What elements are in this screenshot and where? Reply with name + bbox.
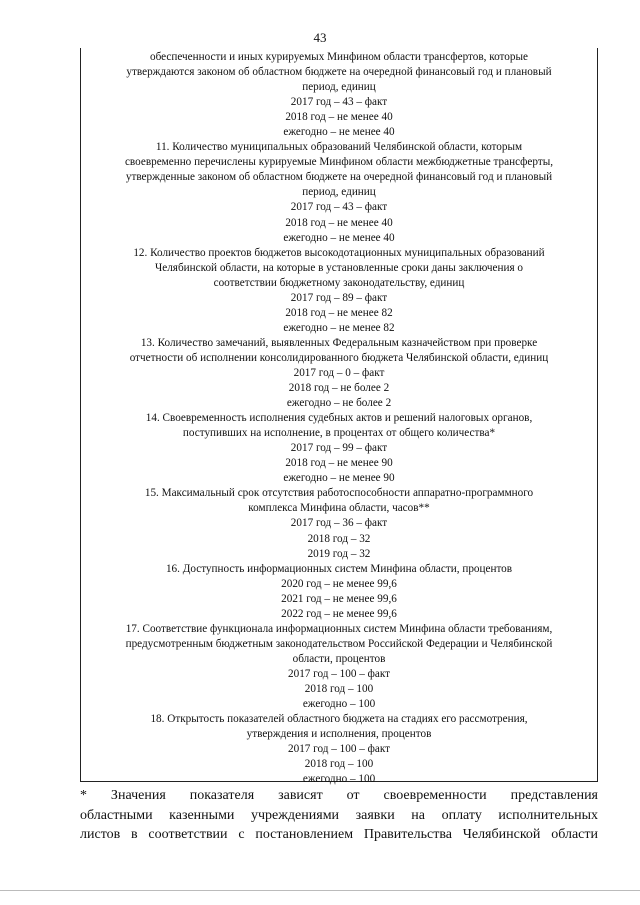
indicator-value-line: 2018 год – 32: [307, 532, 371, 545]
indicator-value-line: 2020 год – не менее 99,6: [281, 577, 397, 590]
value-line: 2017 год – 43 – факт: [290, 96, 388, 109]
indicator-value-line: 2019 год – 32: [307, 547, 371, 560]
indicator-value-line: ежегодно – не менее 40: [283, 231, 395, 244]
indicator-title-line: Челябинской области, на которые в установленные сроки даны заключения о: [154, 261, 524, 274]
indicator-title-line: комплекса Минфина области, часов**: [248, 502, 430, 515]
indicator-list: [85, 140, 593, 787]
indicator-value-line: 2017 год – 100 – факт: [288, 743, 390, 756]
footnote-line: областными казенными учреждениями заявки на оплату исполнительных: [80, 807, 598, 823]
indicator-value-line: ежегодно – не более 2: [286, 397, 392, 410]
scan-edge-divider: [0, 890, 640, 891]
indicator-title-line: соответствии бюджетному законодательству, единиц: [213, 276, 465, 289]
text-line: утверждаются законом об областном бюджете на очередной финансовый год и плановый: [126, 66, 552, 79]
indicator-value-line: 2018 год – не менее 82: [285, 306, 393, 319]
text-line: период, единиц: [302, 81, 376, 94]
indicator-value-line: 2018 год – 100: [304, 682, 374, 695]
indicator-title-line: 13. Количество замечаний, выявленных Федеральным казначейством при проверке: [140, 336, 538, 349]
indicator-title-line: 17. Соответствие функционала информационных систем Минфина области требованиям,: [125, 622, 553, 635]
indicator-value-line: 2018 год – 100: [304, 758, 374, 771]
indicator-11: [85, 140, 593, 245]
indicator-18: [85, 712, 593, 787]
top-block: [85, 50, 593, 140]
indicator-value-line: 2017 год – 100 – факт: [288, 667, 390, 680]
indicator-14: [85, 411, 593, 486]
indicator-16: [85, 562, 593, 622]
indicator-value-line: 2017 год – 36 – факт: [290, 517, 388, 530]
indicator-value-line: 2018 год – не менее 90: [285, 457, 393, 470]
indicator-title-line: области, процентов: [292, 652, 386, 665]
indicator-17: [85, 622, 593, 712]
value-line: ежегодно – не менее 40: [283, 126, 395, 139]
indicator-title-line: 11. Количество муниципальных образований Челябинской области, которым: [155, 141, 523, 154]
indicator-value-line: 2021 год – не менее 99,6: [281, 592, 397, 605]
indicator-title-line: своевременно перечислены курируемые Минфином области межбюджетные трансферты,: [124, 156, 554, 169]
indicator-title-line: предусмотренным бюджетным законодательством Российской Федерации и Челябинской: [125, 637, 553, 650]
indicator-value-line: ежегодно – 100: [302, 773, 376, 786]
indicator-value-line: 2017 год – 43 – факт: [290, 201, 388, 214]
indicator-title-line: 15. Максимальный срок отсутствия работоспособности аппаратно-программного: [144, 487, 534, 500]
footnote-line: * Значения показателя зависят от своевременности представления: [80, 788, 598, 803]
indicators-table: [80, 48, 598, 786]
footnote-line: листов в соответствии с постановлением Правительства Челябинской области: [80, 827, 598, 842]
text-line: обеспеченности и иных курируемых Минфином области трансфертов, которые: [150, 51, 528, 63]
indicator-value-line: ежегодно – 100: [302, 698, 376, 711]
indicator-12: [85, 246, 593, 336]
indicator-title-line: отчетности об исполнении консолидированного бюджета Челябинской области, единиц: [129, 351, 549, 364]
indicator-title-line: 12. Количество проектов бюджетов высокодотационных муниципальных образований: [133, 246, 545, 259]
indicator-title-line: утверждения и исполнения, процентов: [246, 728, 432, 741]
value-line: 2018 год – не менее 40: [285, 111, 393, 124]
page-number: 43: [313, 30, 327, 45]
footnote: [80, 786, 598, 845]
indicator-15: [85, 486, 593, 561]
indicator-value-line: 2022 год – не менее 99,6: [281, 607, 397, 620]
indicator-value-line: ежегодно – не менее 82: [283, 321, 395, 334]
indicator-value-line: 2017 год – 0 – факт: [293, 366, 385, 379]
indicator-title-line: 16. Доступность информационных систем Минфина области, процентов: [165, 562, 513, 575]
indicator-value-line: 2018 год – не более 2: [288, 382, 390, 395]
indicator-title-line: утвержденные законом об областном бюджете на очередной финансовый год и плановый: [125, 171, 553, 184]
indicator-title-line: 14. Своевременность исполнения судебных актов и решений налоговых органов,: [145, 412, 533, 425]
indicator-value-line: 2017 год – 89 – факт: [290, 291, 388, 304]
indicator-title-line: 18. Открытость показателей областного бюджета на стадиях его рассмотрения,: [150, 713, 528, 726]
indicator-title-line: поступивших на исполнение, в процентах от общего количества*: [182, 427, 496, 440]
indicator-value-line: 2018 год – не менее 40: [285, 216, 393, 229]
indicator-title-line: период, единиц: [302, 186, 376, 199]
indicator-13: [85, 336, 593, 411]
indicator-value-line: ежегодно – не менее 90: [283, 472, 395, 485]
indicator-value-line: 2017 год – 99 – факт: [290, 442, 388, 455]
